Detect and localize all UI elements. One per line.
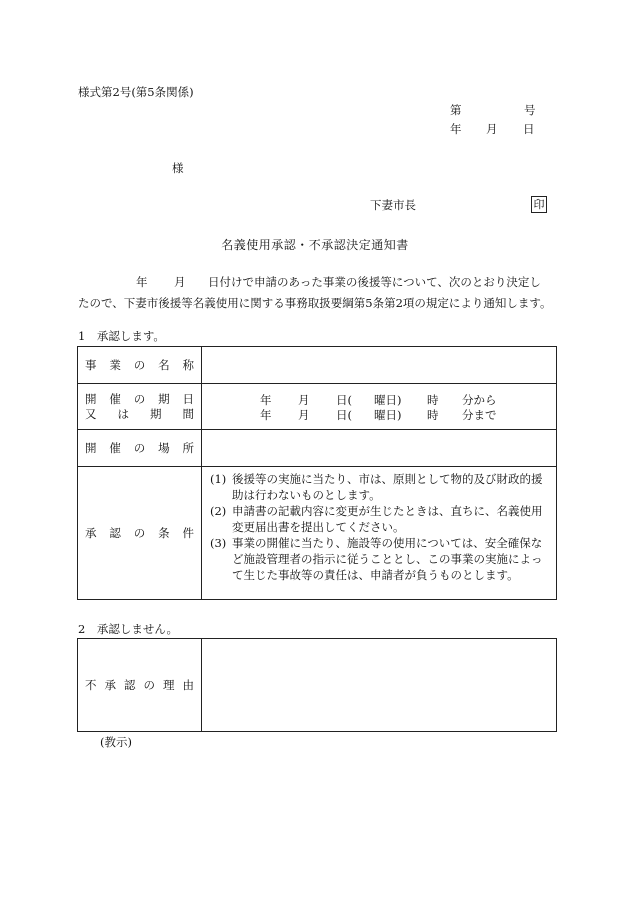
body-year: 年 <box>136 275 148 289</box>
list-item: (1) 後援等の実施に当たり、市は、原則として物的及び財政的援助は行わないものとします。 <box>210 472 543 502</box>
table-row <box>78 347 557 384</box>
event-place-value <box>202 430 557 467</box>
table-row <box>78 639 557 732</box>
issuer-name: 下妻市長 <box>370 198 416 212</box>
body-text-1: 日付けで申請のあった事業の後援等について、次のとおり決定し <box>208 275 541 289</box>
date-month: 月 <box>486 122 498 136</box>
body-line-2: たので、下妻市後援等名義使用に関する事務取扱要綱第5条第2項の規定により通知します。 <box>78 296 552 310</box>
section-rejected-heading: 2 承認しません。 <box>78 622 179 636</box>
event-period-label: 開 催 の 期 日 又 は 期 間 <box>78 384 202 430</box>
approval-conditions-label: 承 認 の 条 件 <box>78 467 202 600</box>
event-name-label: 事 業 の 名 称 <box>78 347 202 384</box>
addressee: 様 <box>172 161 184 175</box>
schedule-to: 年 月 日( 曜日) 時 分まで <box>260 407 497 422</box>
rejection-table <box>77 638 557 732</box>
instruction-note: (教示) <box>100 735 132 749</box>
number-prefix: 第 <box>450 103 462 117</box>
approval-conditions-value <box>202 467 557 600</box>
table-row <box>78 384 557 430</box>
form-number: 様式第2号(第5条関係) <box>78 85 194 99</box>
seal-stamp: 印 <box>531 196 547 213</box>
rejection-reason-label: 不 承 認 の 理 由 <box>78 639 202 732</box>
date-day: 日 <box>523 122 535 136</box>
document-title: 名義使用承認・不承認決定通知書 <box>221 238 409 252</box>
list-item: (3) 事業の開催に当たり、施設等の使用については、安全確保など施設管理者の指示に従うこととし、この事業の実施によって生じた事故等の責任は、申請者が負うものとします。 <box>210 536 543 582</box>
rejection-reason-value <box>202 639 557 732</box>
conditions-list <box>202 467 556 587</box>
schedule-from: 年 月 日( 曜日) 時 分から <box>260 392 497 407</box>
number-suffix: 号 <box>524 103 536 117</box>
notice-body <box>78 272 558 314</box>
approval-table <box>77 346 557 600</box>
table-row <box>78 430 557 467</box>
event-period-value <box>202 384 557 430</box>
list-item: (2) 申請書の記載内容に変更が生じたときは、直ちに、名義使用変更届出書を提出してください。 <box>210 504 543 534</box>
table-row <box>78 467 557 600</box>
section-approved-heading: 1 承認します。 <box>78 329 165 343</box>
event-place-label: 開 催 の 場 所 <box>78 430 202 467</box>
body-month: 月 <box>174 275 186 289</box>
date-year: 年 <box>450 122 462 136</box>
body-line-1 <box>78 272 558 293</box>
event-name-value <box>202 347 557 384</box>
